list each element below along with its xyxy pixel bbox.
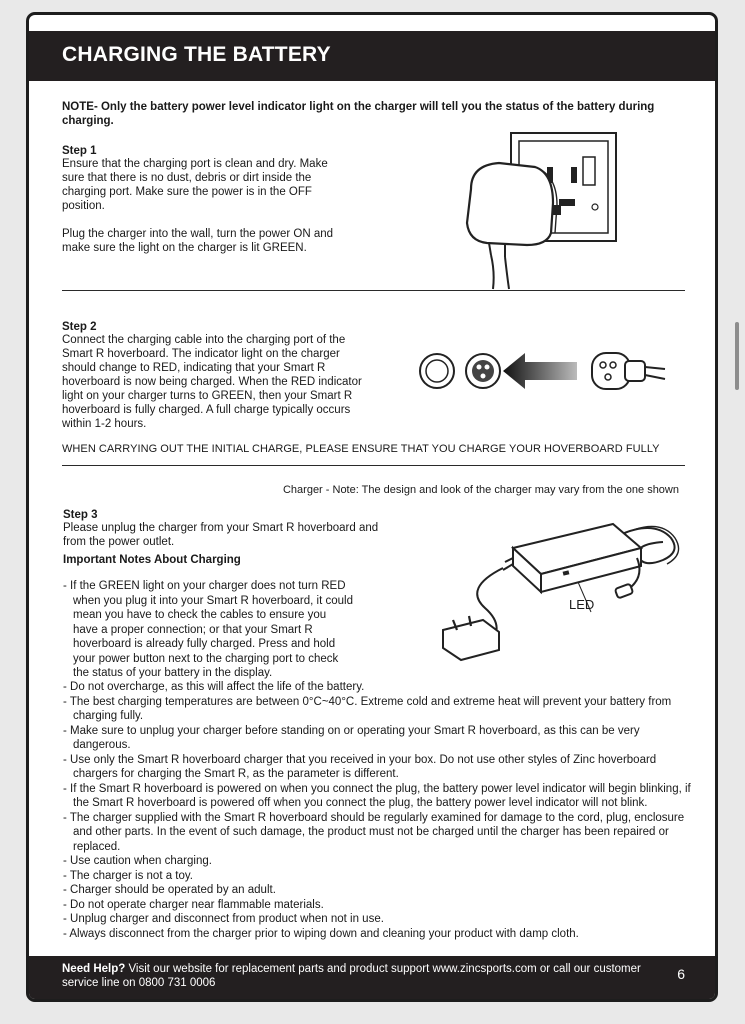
footer-bar	[29, 956, 715, 999]
charging-connector-illustration	[417, 345, 667, 395]
step1-paragraph-1: Ensure that the charging port is clean and dry. Make sure that there is no dust, debris or dirt inside the charging port. Make sure the power is in the OFF position.	[62, 158, 328, 212]
charger-illustration	[413, 508, 693, 673]
help-label: Need Help?	[62, 963, 126, 975]
note-item: - The charger supplied with the Smart R hoverboard should be regularly examined for damage to the cord, plug, enclosure and other parts. In the event of such damage, the product must not be charged until the charger has been repaired or replaced.	[63, 811, 693, 855]
step1-section	[62, 145, 352, 255]
note-item: - Unplug charger and disconnect from product when not in use.	[63, 912, 693, 927]
initial-charge-notice: WHEN CARRYING OUT THE INITIAL CHARGE, PLEASE ENSURE THAT YOU CHARGE YOUR HOVERBOARD FULLY	[62, 443, 660, 455]
step2-title: Step 2	[62, 321, 97, 333]
note-item: - Make sure to unplug your charger before standing on or operating your Smart R hoverboard, as this can be very dangerous.	[63, 724, 693, 753]
note-item: - Charger should be operated by an adult.	[63, 883, 693, 898]
note-item: - Use caution when charging.	[63, 854, 693, 869]
step1-title: Step 1	[62, 145, 97, 157]
help-text	[62, 962, 642, 990]
help-details: Visit our website for replacement parts and product support www.zincsports.com or call our customer service line on 0800 731 0006	[62, 963, 641, 989]
note-item: - Do not operate charger near flammable materials.	[63, 898, 693, 913]
step2-paragraph: Connect the charging cable into the charging port of the Smart R hoverboard. The indicator light on the charger should change to RED, indicating that your Smart R hoverboard is now being charged. When the RED indicator light on your charger turns to GREEN, then your Smart R hoverboard is fully charged. A full charge typically occurs within 1-2 hours.	[62, 334, 362, 430]
note-item: - If the Smart R hoverboard is powered on when you connect the plug, the battery power level indicator will begin blinking, if the Smart R hoverboard is powered off when you connect the plug, the battery power level indicator will not blink.	[63, 782, 693, 811]
wall-socket-plug-illustration	[461, 127, 621, 292]
title-bar	[29, 31, 715, 81]
step3-section	[63, 509, 383, 566]
note-item: - Use only the Smart R hoverboard charger that you received in your box. Do not use other styles of Zinc hoverboard chargers for charging the Smart R, as the parameter is different.	[63, 753, 693, 782]
notes-list	[63, 680, 693, 941]
page-number: 6	[677, 966, 685, 982]
step1-paragraph-2: Plug the charger into the wall, turn the power ON and make sure the light on the charger is lit GREEN.	[62, 228, 334, 254]
divider-1	[62, 290, 685, 291]
page-title: CHARGING THE BATTERY	[62, 43, 331, 66]
charger-design-note: Charger - Note: The design and look of the charger may vary from the one shown	[282, 484, 679, 496]
notes-list-block	[63, 680, 693, 941]
first-note-block	[63, 579, 353, 681]
note-item: - Do not overcharge, as this will affect the life of the battery.	[63, 680, 693, 695]
step3-title: Step 3	[63, 509, 98, 521]
led-label: LED	[569, 597, 595, 612]
important-notes-title: Important Notes About Charging	[63, 554, 241, 566]
scrollbar[interactable]	[735, 322, 739, 390]
note-item: - If the GREEN light on your charger does not turn RED when you plug it into your Smart R hoverboard, it could mean you have to check the cables to ensure you have a proper connection; or that your Smart R hoverboard is already fully charged. Press and hold your power button next to the charging port to check the status of your battery in the display.	[63, 579, 353, 681]
step3-paragraph: Please unplug the charger from your Smart R hoverboard and from the power outlet.	[63, 522, 379, 548]
note-item: - The best charging temperatures are between 0°C~40°C. Extreme cold and extreme heat will prevent your battery from charging fully.	[63, 695, 693, 724]
step2-section	[62, 321, 362, 431]
manual-page	[26, 12, 718, 1002]
note-item: - The charger is not a toy.	[63, 869, 693, 884]
note-item: - Always disconnect from the charger prior to wiping down and cleaning your product with damp cloth.	[63, 927, 693, 942]
divider-2	[62, 465, 685, 466]
charging-note: NOTE- Only the battery power level indicator light on the charger will tell you the status of the battery during charging.	[62, 101, 655, 127]
